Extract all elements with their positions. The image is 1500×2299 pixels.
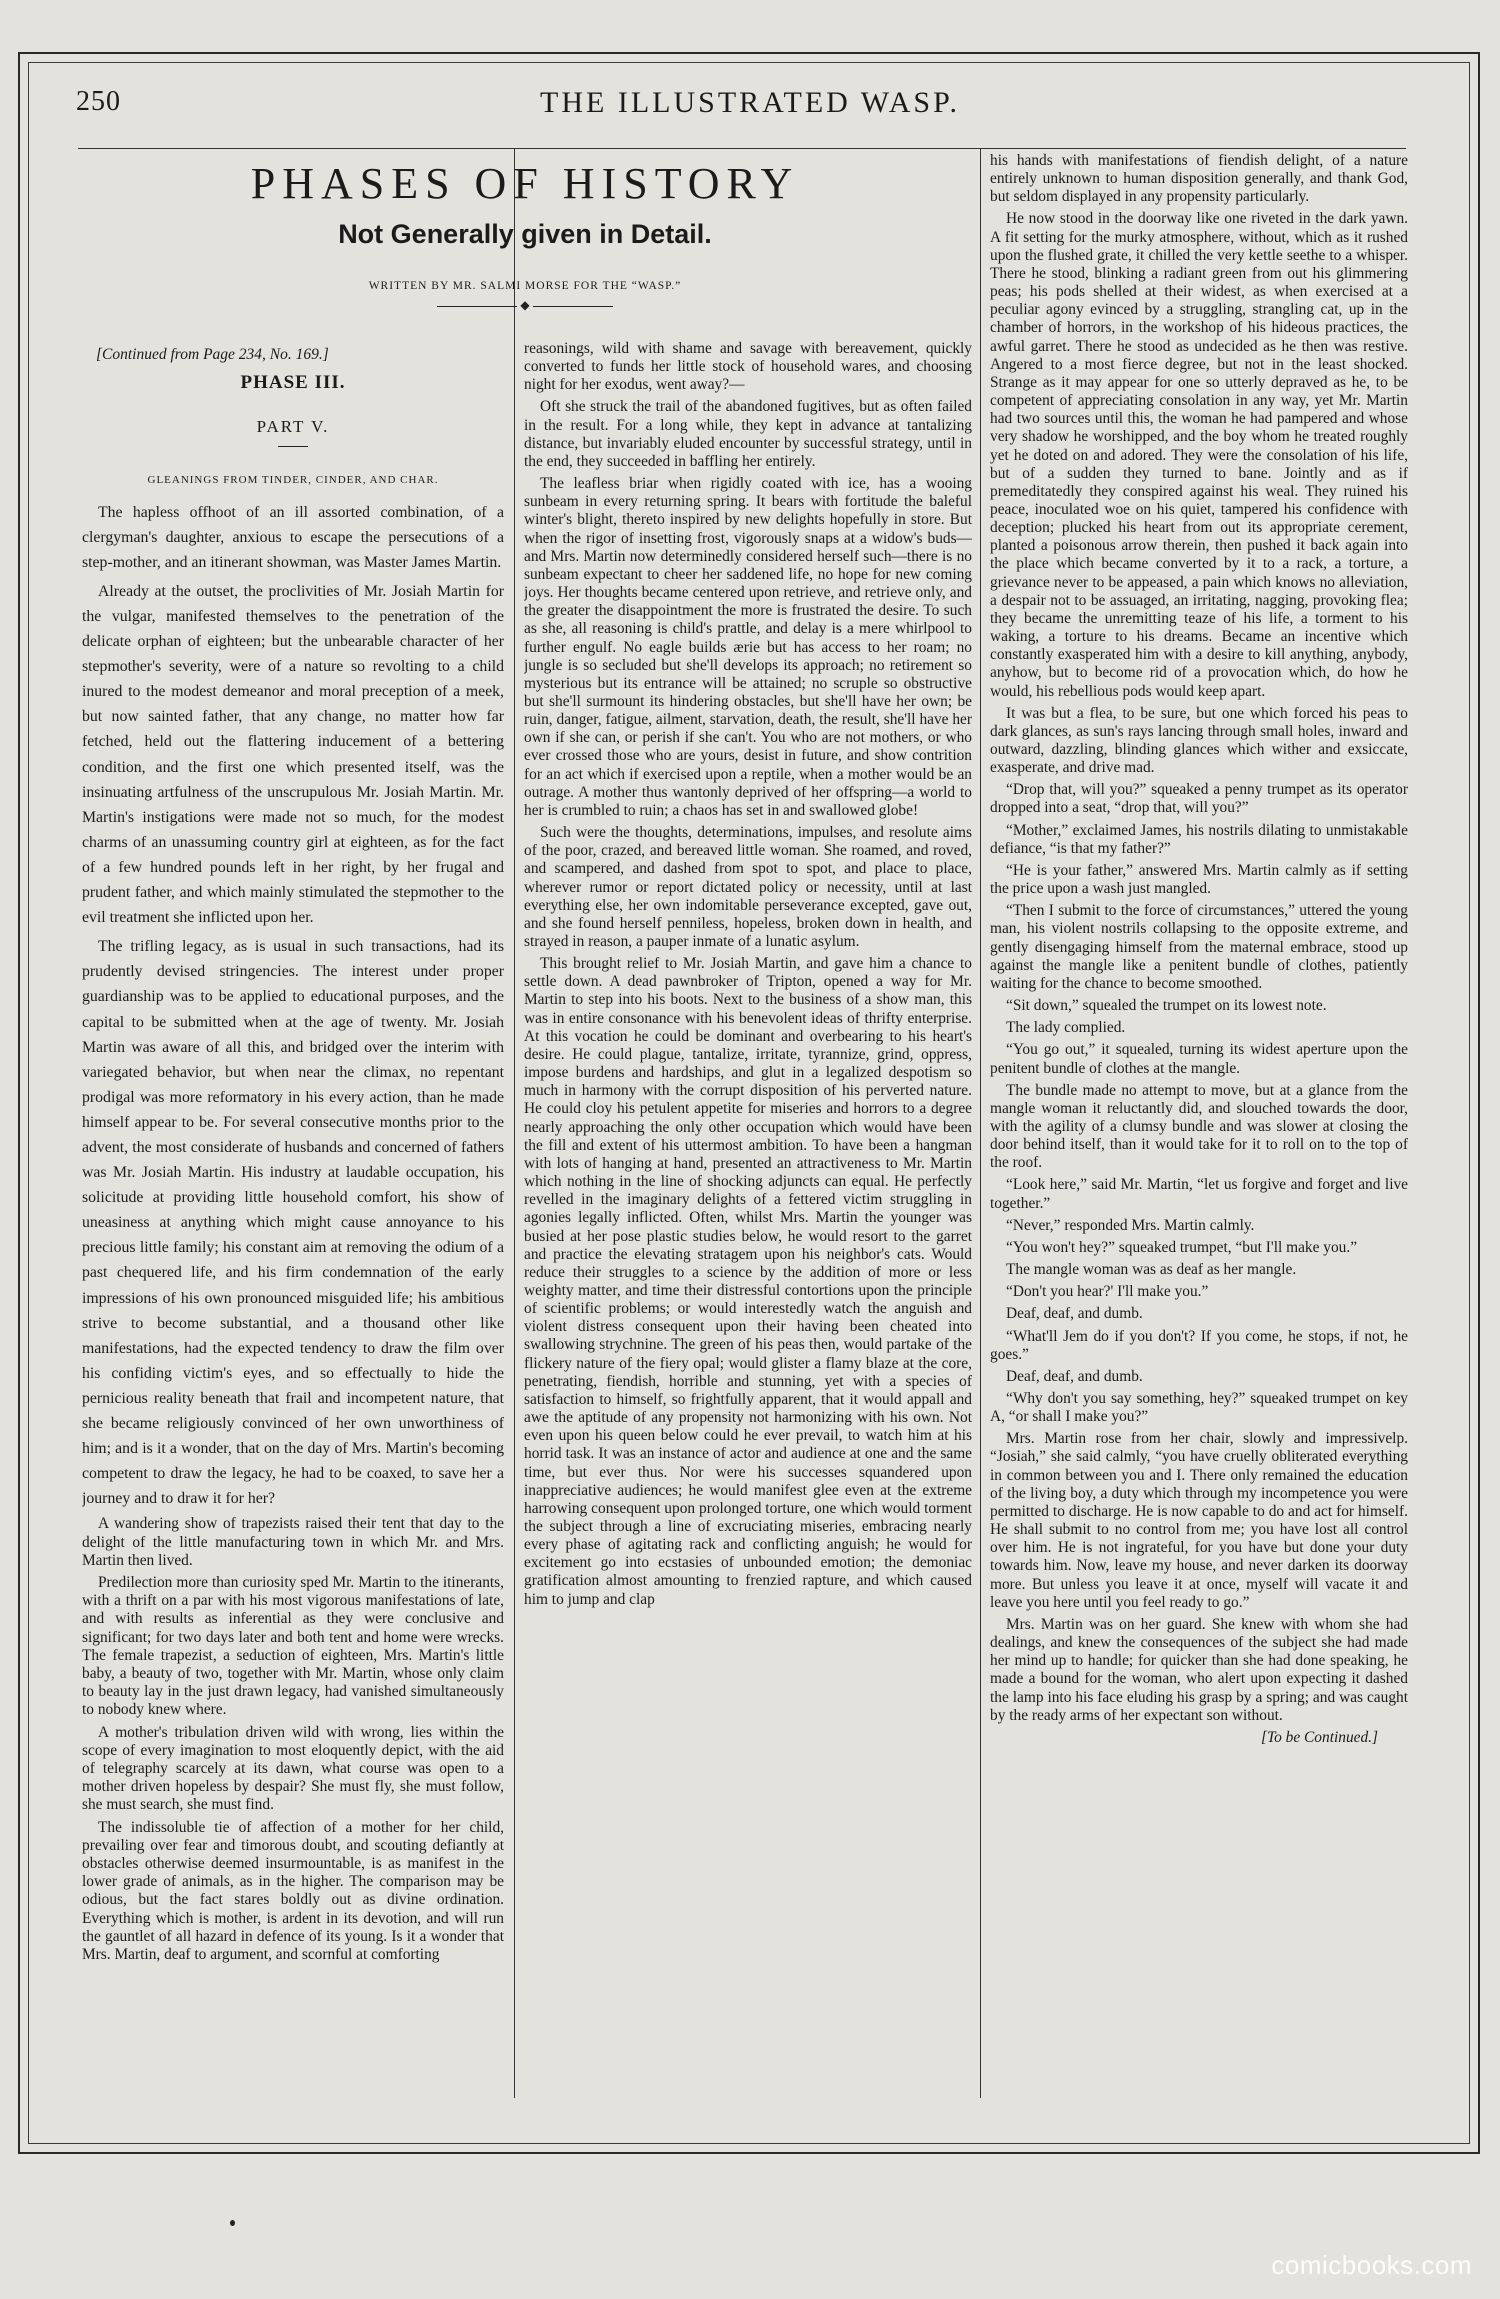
to-be-continued: [To be Continued.] (1260, 1728, 1378, 1746)
paragraph: “Look here,” said Mr. Martin, “let us forgive and forget and live together.” (990, 1176, 1408, 1212)
paragraph: The bundle made no attempt to move, but at a glance from the mangle woman it reluctantly did, and slouched towards the door, with the agility of a clumsy bundle and was slower at closing the door behind itself, than it would take for it to roll on to the top of the roof. (990, 1081, 1408, 1172)
part-heading: PART V. (256, 417, 330, 437)
paragraph: “Never,” responded Mrs. Martin calmly. (1006, 1216, 1255, 1234)
masthead: THE ILLUSTRATED WASP. (540, 86, 960, 119)
byline: WRITTEN BY MR. SALMI MORSE FOR THE “WASP.” (368, 280, 682, 292)
paragraph: It was but a flea, to be sure, but one which forced his peas to dark glances, as sun's rays lancing through small holes, inward and outward, dazzling, blinding glances which wither and exsiccate, exasperate, and drive mad. (990, 704, 1408, 777)
paragraph: The hapless offhoot of an ill assorted combination, of a clergyman's daughter, anxious to escape the persecutions of a step-mother, and an itinerant showman, was Master James Martin. (82, 503, 504, 571)
phase-heading: PHASE III. (240, 372, 346, 394)
continued-from: [Continued from Page 234, No. 169.] (96, 346, 329, 363)
paragraph: Mrs. Martin was on her guard. She knew with whom she had dealings, and knew the consequences of the subject she had made her mind up to handle; for quicker than she had done speaking, he made a bound for the woman, who alert upon expecting it dashed the lamp into his face eluding his grasp by a spring; and was caught by the ready arms of her expectant son without. (990, 1615, 1408, 1724)
column-2 (524, 340, 972, 2092)
article-subtitle: Not Generally given in Detail. (338, 219, 712, 249)
paragraph: Deaf, deaf, and dumb. (1006, 1305, 1143, 1323)
paragraph: The trifling legacy, as is usual in such transactions, had its prudently devised stringencies. The interest under proper guardianship was to be applied to educational purposes, and the capital to be submitted when at the age of twenty. Mr. Josiah Martin was aware of all this, and bridged over the interim with variegated behavior, but when near the climax, no repentant prodigal was more reformatory in his every action, than he made himself appear to be. For several consecutive months prior to the advent, the most considerate of husbands and concerned of fathers was Mr. Josiah Martin. His industry at laudable occupation, his solicitude at providing little household comfort, his show of uneasiness at anything which might cause annoyance to his precious little family; his constant aim at removing the odium of a past chequered life, and his firm condemnation of the early impressions of his own pronounced misguided life; his ambitious strive to become substantial, and a thousand other like manifestations, had the expected tendency to draw the film over his confiding victim's eyes, and so effectually to hide the pernicious reality beneath that frail and incompetent nature, that she became religiously convinced of her own unworthiness of him; and is it a wonder, that on the day of Mrs. Martin's becoming competent to draw the legacy, he had to be coaxed, to save her a journey and to draw it for her? (82, 938, 504, 1508)
paragraph: “What'll Jem do if you don't? If you come, he stops, if not, he goes.” (990, 1327, 1408, 1363)
paragraph: Already at the outset, the proclivities of Mr. Josiah Martin for the vulgar, manifested themselves to the penetration of the delicate orphan of eighteen; but the unbearable character of her stepmother's severity, were of a nature so revolting to a child inured to the modest demeanor and moral preception of a meek, but now sainted father, that any change, no matter how far fetched, held out the flattering inducement of a bettering condition, and the first one which presented itself, was the insinuating artfulness of the unscrupulous Mr. Josiah Martin. Mr. Martin's instigations were made not so much, for the modest charms of an unassuming country girl at eighteen, as for the fact of a few hundred pounds left in her right, by her frugal and prudent father, and which mainly stimulated the stepmother to the evil treatment she inflicted upon her. (82, 582, 504, 927)
paragraph: “Don't you hear?' I'll make you.” (1006, 1283, 1209, 1301)
section-heading: GLEANINGS FROM TINDER, CINDER, AND CHAR. (147, 474, 439, 487)
paragraph: Predilection more than curiosity sped Mr. Martin to the itinerants, with a thrift on a par with his most vigorous manifestations of late, and with results as inferential as they were conclusive and significant; for two days later and both tent and home were wrecks. The female trapezist, a seduction of eighteen, Mrs. Martin's little baby, a beauty of two, together with Mr. Martin, whose only claim to beauty lay in the just drawn legacy, had vanished simultaneously to nobody knew where. (82, 1573, 504, 1719)
page-number: 250 (76, 86, 121, 117)
paragraph: The indissoluble tie of affection of a mother for her child, prevailing over fear and timorous doubt, and scouting defiantly at obstacles otherwise deemed insurmountable, is as manifest in the lower grade of animals, as in the higher. The comparison may be odious, but the fact stares boldly out as divine ordination. Everything which is mother, is ardent in its devotion, and will run the gauntlet of all hazard in defence of its young. Is it a wonder that Mrs. Martin, deaf to argument, and scornful at comforting (82, 1818, 504, 1964)
paragraph: “He is your father,” answered Mrs. Martin calmly as if setting the price upon a wash just mangled. (990, 861, 1408, 898)
article-header (80, 150, 970, 337)
watermark: comicbooks.com (1271, 2250, 1472, 2280)
paragraph: “Why don't you say something, hey?” squeaked trumpet on key A, “or shall I make you?” (990, 1390, 1408, 1426)
paragraph: Deaf, deaf, and dumb. (1006, 1367, 1143, 1385)
column-rule-2 (980, 148, 981, 2098)
column-rule-1 (514, 148, 515, 2098)
paragraph: Mrs. Martin rose from her chair, slowly and impressivelp. “Josiah,” she said calmly, “you have cruelly obliterated everything in common between you and I. There only remained the education of the living boy, a duty which through my incompetence you were permitted to discharge. He is now capable to do and act for himself. He shall submit to no control from me; you have lost all control over him. He is not ingrateful, for you have but done your duty towards him. Now, leave my house, and never darken its doorway more. But unless you leave it at once, myself will vacate it and leave you here until you feel ready to go.” (990, 1430, 1408, 1611)
article-title: PHASES OF HISTORY (250, 159, 800, 208)
paragraph: reasonings, wild with shame and savage with bereavement, quickly converted to funds her little stock of household wares, and choosing night for her exodus, went away?— (524, 340, 972, 394)
paragraph: Oft she struck the trail of the abandoned fugitives, but as often failed in the result. For a long while, they kept in advance at tantalizing distance, but invariably eluded encounter by successful strategy, until in the end, they succeeded in baffling her entirely. (524, 398, 972, 470)
paragraph: “You won't hey?” squeaked trumpet, “but I'll make you.” (1006, 1238, 1358, 1256)
column-1 (82, 342, 504, 2092)
paragraph: The mangle woman was as deaf as her mangle. (1006, 1261, 1297, 1279)
print-speck (230, 2220, 235, 2226)
paragraph: A mother's tribulation driven wild with wrong, lies within the scope of every imagination to most eloquently depict, with the aid of telegraphy scarcely at its dawn, what course was open to a mother driven hopeless by despair? She must fly, she must follow, she must search, she must find. (82, 1723, 504, 1814)
paragraph: The lady complied. (1006, 1019, 1126, 1037)
paragraph: “Mother,” exclaimed James, his nostrils dilating to unmistakable defiance, “is that my father?” (990, 821, 1408, 857)
column-3 (990, 152, 1408, 2092)
paragraph: The leafless briar when rigidly coated with ice, has a wooing sunbeam in every returning spring. It bears with fortitude the baleful winter's blight, thereto inspired by new delights hopefully in store. But when the rigor of insetting frost, vigorously snaps at a widow's buds—and Mrs. Martin now determinedly considered herself such—there is no sunbeam expectant to cheer her saddened life, no hope for new coming joys. Her thoughts became centered upon retrieve, and retrieve only, and the greater the disappointment the more is frustrated the desire. To such as she, all reasoning is child's prattle, and delay is a mere whirlpool to further engulf. No eagle builds ærie but has access to her roam; no jungle is so secluded but she'll develops its approach; no retirement so mysterious but its entrance will be attained; no scruple so obstructive but she'll surmount its hindering obstacles, but she'll have her own; be ruin, danger, fatigue, ailment, starvation, death, the result, she'll have her own if she can, or perish if she can't. You who are not mothers, or who ever crossed those who are yours, desist in future, and show contrition for an act which if exercised upon a reptile, when a mother would be an outrage. A mother thus wantonly deprived of her offspring—a world to her is crumbled to ruin; a chaos has set in and swallowed globe! (524, 475, 972, 819)
paragraph: “Sit down,” squealed the trumpet on its lowest note. (1006, 997, 1327, 1015)
paragraph: He now stood in the doorway like one riveted in the dark yawn. A fit setting for the murky atmosphere, without, which as it rushed upon the flushed grate, it chilled the very kettle seethe to a whisper. There he stood, blinking a radiant green from out his glimmering peas; his pods shelled at their widest, as when exercised at a peculiar agony evinced by a struggling, strangling cat, up in the chamber of horrors, in the workshop of his hideous practices, the awful garret. There he stood as undecided as he then was restive. Angered to a most fierce degree, but not in the least shocked. Strange as it may appear for one so utterly depraved as he, to be competent of appreciating consolation in any way, yet Mr. Martin had two sources until this, the woman he had pampered and whose very shadow he worshipped, and the boy whom he treated roughly yet he doted on and adored. They were the consolation of his life, but of a sudden they turned to bane. Jointly and as if premeditatedly they conspired against his weal. They ruined his peace, inoculated woe on his quiet, tampered his confidence with deception; plucked his heart from out its appropriate cerement, planted a poisonous arrow therein, then pushed it back again into the place which became converted by it to a rack, a torture, a grievance never to be appeased, a pain which knows no alleviation, a despair not to be assuaged, an irritating, nagging, provoking flea; they became the unremitting teaze of his life, a torment to his waking, a torture to his dreams. Became an incentive which constantly exasperated him with a desire to kill anything, anybody, anyhow, but to become rid of a provocation which, do how he would, his rebellious pods would keep apart. (990, 210, 1408, 700)
header-rule (78, 148, 1406, 149)
ornament-divider: ◆ (80, 298, 970, 313)
paragraph: “Then I submit to the force of circumstances,” uttered the young man, his violent nostrils collapsing to the opposite extreme, and gently disengaging himself from the maternal embrace, stood up against the mangle like a penitent bundle of clothes, patiently waiting for the chance to become smoothed. (990, 902, 1408, 992)
paragraph: A wandering show of trapezists raised their tent that day to the delight of the little manufacturing town in which Mr. and Mrs. Martin then lived. (82, 1515, 504, 1569)
paragraph: Such were the thoughts, determinations, impulses, and resolute aims of the poor, crazed, and bereaved little woman. She roamed, and roved, and scampered, and dashed from spot to spot, and place to place, wherever rumor or report dictated policy or necessity, until at last everything else, her own indomitable perseverance excepted, gave out, and she found herself penniless, hopeless, broken down in health, and strayed in reason, a pauper inmate of a lunatic asylum. (524, 824, 972, 950)
part-rule (278, 446, 308, 447)
paragraph: “Drop that, will you?” squeaked a penny trumpet as its operator dropped into a seat, “drop that, will you?” (990, 781, 1408, 817)
paragraph: his hands with manifestations of fiendish delight, of a nature entirely unknown to human disposition generally, and thank God, but seldom displayed in any propensity particularly. (990, 152, 1408, 206)
paragraph: This brought relief to Mr. Josiah Martin, and gave him a chance to settle down. A dead pawnbroker of Tripton, opened a way for Mr. Martin to step into his boots. Next to the business of a show man, this was in entire consonance with his benevolent ideas of thrifty enterprise. At this vocation he could be dominant and overbearing to his heart's desire. He could plague, tantalize, irritate, tyrannize, grind, oppress, impose burdens and hardships, and glut in a legalized despotism so much in harmony with the corrupt disposition of his perverted nature. He could cloy his petulent appetite for miseries and horrors to a degree nearly approaching the only other occupation which would have been the fill and extent of his uttermost ambition. To have been a hangman with lots of hanging at hand, presented an attractiveness to Mr. Martin which nothing in the line of shocking adjuncts can equal. He perfectly revelled in the imaginary delights of a fettered victim struggling in agonies legally inflicted. Often, whilst Mrs. Martin the younger was busied at her pose plastic studies below, he would resort to the garret and practice the elevating stratagem upon his neighbor's cats. Would reduce their struggles to a science by the addition of more or less weighty matter, and time their distressful contortions upon the principle of scientific problems; or would interestedly watch the anguish and violent distress consequent upon their having been cheated into swallowing strychnine. The green of his peas then, would partake of the flickery nature of the fiery opal; would glister a flamy blaze at the core, penetrating, fiendish, horrible and stunning, yet with a species of satisfaction to himself, so frightfully apparent, that it would appall and awe the aptitude of any propensity not harmonizing with his own. Not even upon his queen below could he ever prevail, to watch him at his horrid task. It was an instance of actor and audience at one and the same time, but ever thus. Nor were his successes squandered upon inappreciative audiences; he would manifest glee even at the extreme harrowing consequent upon prolonged torture, one which would torment the subject through a line of excruciating miseries, embracing nearly every phase of agitating rack and conflicting anguish; he would for excitement go into ecstasies of unbounded emotion; the demoniac gratification almost amounting to frenzied rapture, and which caused him to jump and clap (524, 955, 972, 1608)
paragraph: “You go out,” it squealed, turning its widest aperture upon the penitent bundle of clothes at the mangle. (990, 1041, 1408, 1077)
